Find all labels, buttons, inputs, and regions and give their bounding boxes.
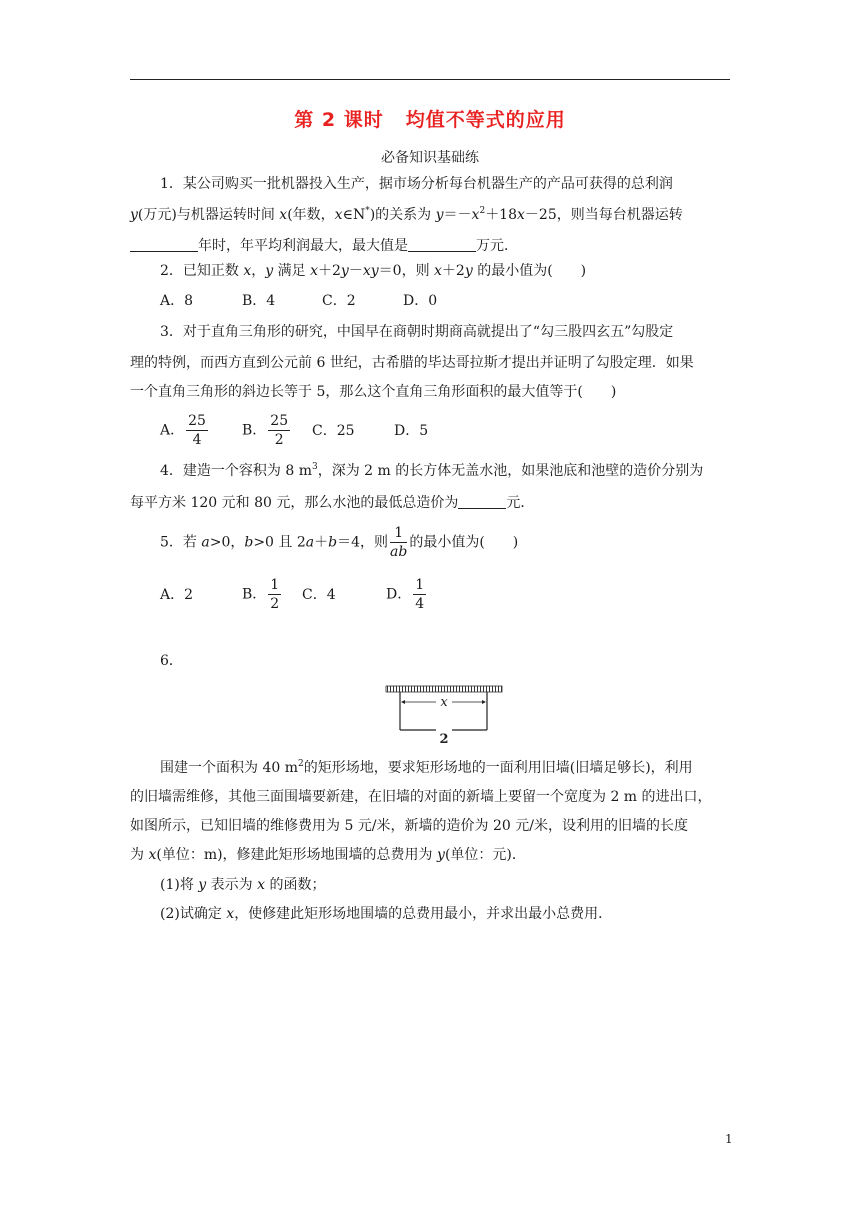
option-d[interactable]: D． $\frac{1}{4}$	[386, 577, 425, 612]
page-title: 第 2 课时 均值不等式的应用	[294, 109, 566, 131]
option-a[interactable]: A．2	[160, 586, 194, 603]
answer-blank[interactable]	[130, 237, 198, 252]
q3-options	[160, 412, 428, 449]
option-b[interactable]: B． $\frac{25}{2}$	[242, 413, 289, 448]
q1-line1: 1．某公司购买一批机器投入生产，据市场分析每台机器生产的产品可获得的总利润	[160, 176, 673, 192]
option-a[interactable]: A．8	[160, 293, 194, 309]
q5-options	[160, 576, 428, 613]
q6-sub1: (1)将 y 表示为 x 的函数；	[160, 877, 326, 893]
q6-sub2: (2)试确定 x，使修建此矩形场地围墙的总费用最小，并求出最小总费用．	[160, 906, 613, 922]
q6-line2: 的旧墙需维修，其他三面围墙要新建，在旧墙的对面的新墙上要留一个宽度为 2 m 的进出口，	[130, 789, 712, 805]
q3-line1: 3．对于直角三角形的研究，中国早在商朝时期商高就提出了“勾三股四玄五”勾股定	[160, 324, 674, 340]
top-rule	[130, 79, 730, 80]
figure-label-2: 2	[439, 732, 449, 744]
option-c[interactable]: C．25	[312, 422, 355, 439]
q6-line1: 围建一个面积为 40 $m^2$的矩形场地，要求矩形场地的一面利用旧墙(旧墙足够长)，利用	[160, 759, 693, 776]
answer-blank[interactable]	[408, 237, 476, 252]
q3-line2: 理的特例，而西方直到公元前 6 世纪，古希腊的毕达哥拉斯才提出并证明了勾股定理．如果	[130, 355, 694, 371]
answer-blank[interactable]	[458, 494, 506, 509]
q2-stem: 2．已知正数 x，y 满足 x＋2y－xy＝0，则 x＋2y 的最小值为( )	[160, 263, 587, 279]
q3-line3: 一个直角三角形的斜边长等于 5，那么这个直角三角形面积的最大值等于( )	[130, 384, 617, 400]
option-b[interactable]: B． $\frac{1}{2}$	[242, 577, 280, 612]
q1-line3: 年时，年平均利润最大，最大值是 万元．	[130, 237, 730, 255]
q4-line1: 4．建造一个容积为 8 $m^3$，深为 2 m 的长方体无盖水池，如果池底和池壁的造价分别为	[160, 462, 704, 479]
option-a[interactable]: A． $\frac{25}{4}$	[160, 413, 206, 448]
q1-line2: y(万元)与机器运转时间 x(年数，x∈N*)的关系为 $y=-x^2+18x-25$，则当每台机器运转	[130, 206, 683, 223]
option-d[interactable]: D．5	[394, 422, 429, 439]
q6-line4: 为 x(单位：m)，修建此矩形场地围墙的总费用为 y(单位：元)．	[130, 847, 526, 863]
option-c[interactable]: C．4	[302, 586, 336, 603]
q6-figure	[380, 684, 510, 744]
q6-number: 6．	[160, 653, 183, 669]
option-d[interactable]: D．0	[403, 293, 438, 309]
section-subtitle: 必备知识基础练	[381, 150, 479, 166]
old-wall-hatch	[386, 686, 502, 692]
option-b[interactable]: B．4	[242, 293, 276, 309]
option-c[interactable]: C．2	[322, 293, 356, 309]
figure-label-x: x	[440, 695, 448, 710]
q6-line3: 如图所示，已知旧墙的维修费用为 5 元/米，新墙的造价为 20 元/米，设利用的旧墙的长度	[130, 818, 688, 834]
q2-options	[160, 292, 437, 310]
page-number: 1	[725, 1132, 733, 1146]
q5-stem: 5．若 a>0，b>0 且 2a＋b＝4，则 $\frac{1}{ab}$ 的最小值为( )	[160, 525, 519, 560]
q4-line2: 每平方米 120 元和 80 元，那么水池的最低总造价为 元．	[130, 495, 535, 511]
